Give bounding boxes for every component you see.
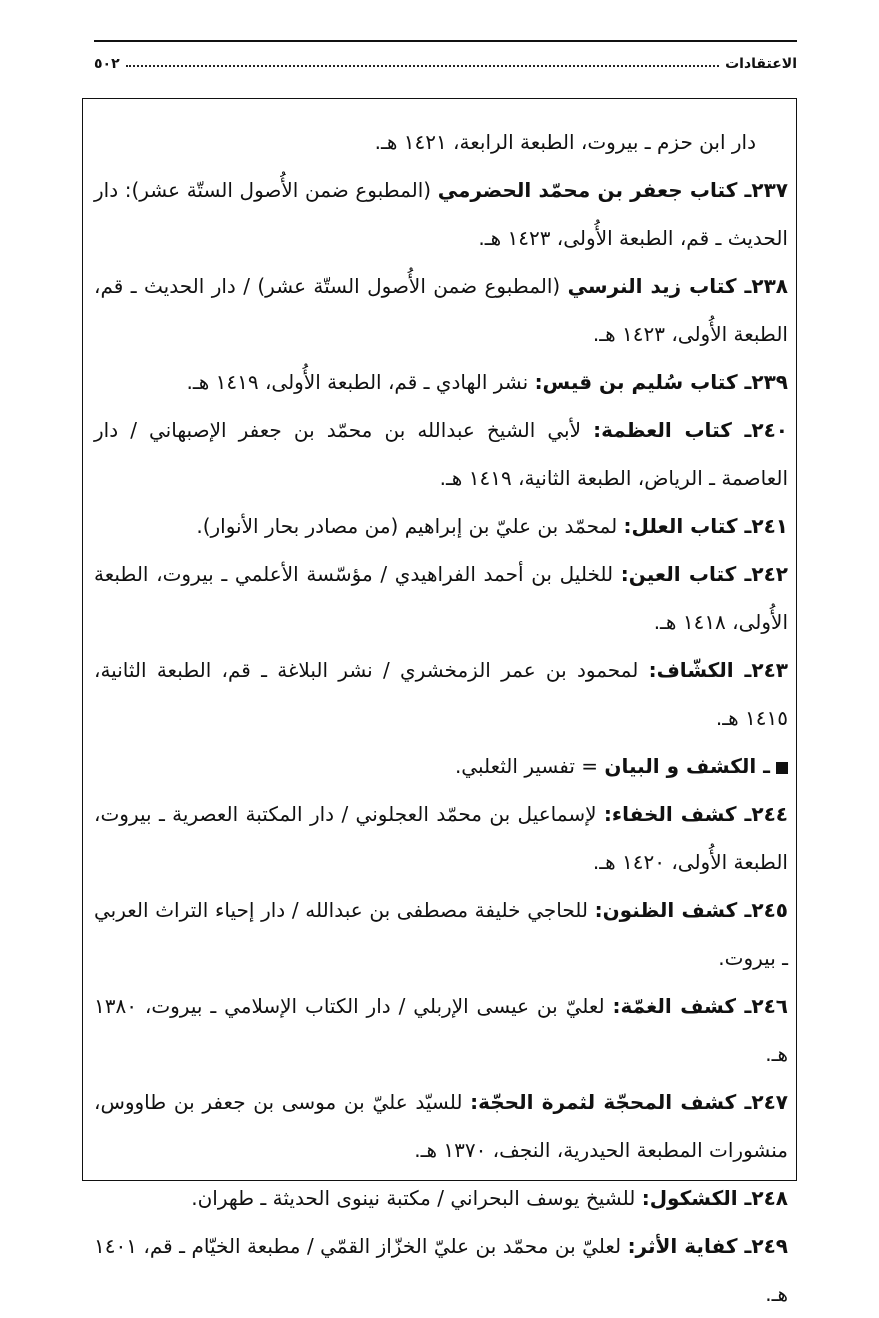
entry-details: دار ابن حزم ـ بيروت، الطبعة الرابعة، ١٤٢١ هـ. <box>374 130 756 154</box>
square-bullet-icon <box>776 762 788 774</box>
entry-number: ٢٤٣ <box>751 658 788 682</box>
entry-title: ـ كتاب سُليم بن قيس: <box>534 370 752 394</box>
entry-title: ـ الكشّاف: <box>648 658 752 682</box>
bibliography-entry <box>94 262 788 358</box>
entry-details: لعليّ بن محمّد بن عليّ الخزّاز القمّي / مطبعة الخيّام ـ قم، ١٤٠١ هـ. <box>94 1234 788 1306</box>
entry-details: لعليّ بن عيسى الإربلي / دار الكتاب الإسلامي ـ بيروت، ١٣٨٠ هـ. <box>94 994 788 1066</box>
bibliography-entry <box>94 886 788 982</box>
bibliography-entry <box>94 502 788 550</box>
entry-title: ـ كتاب زيد النرسي <box>567 274 752 298</box>
entry-title: ـ كشف الغمّة: <box>612 994 752 1018</box>
header-rule <box>94 40 797 42</box>
entry-details: لمحمّد بن عليّ بن إبراهيم (من مصادر بحار الأنوار). <box>196 514 624 538</box>
entry-details: لإسماعيل بن محمّد العجلوني / دار المكتبة العصرية ـ بيروت، الطبعة الأُولى، ١٤٢٠ هـ. <box>94 802 788 874</box>
entry-details: للشيخ يوسف البحراني / مكتبة نينوى الحديثة ـ طهران. <box>191 1186 642 1210</box>
entry-number: ٢٤٠ <box>751 418 789 442</box>
bibliography-entry <box>94 358 788 406</box>
entry-details: للخليل بن أحمد الفراهيدي / مؤسّسة الأعلمي ـ بيروت، الطبعة الأُولى، ١٤١٨ هـ. <box>94 562 788 634</box>
entry-number: ٢٣٩ <box>751 370 788 394</box>
entry-title: ـ كتاب جعفر بن محمّد الحضرمي <box>437 178 752 202</box>
bibliography-list <box>94 118 788 1318</box>
entry-number: ٢٤٧ <box>751 1090 788 1114</box>
entry-details: (المطبوع ضمن الأُصول الستّة عشر) / دار الحديث ـ قم، الطبعة الأُولى، ١٤٢٣ هـ. <box>94 274 788 346</box>
entry-title: ـ الكشف و البيان <box>604 754 770 778</box>
bibliography-entry <box>94 790 788 886</box>
entry-details: = تفسير الثعلبي. <box>454 754 605 778</box>
bibliography-entry <box>94 742 788 790</box>
bibliography-entry <box>94 1174 788 1222</box>
bibliography-entry <box>94 1222 788 1318</box>
entry-number: ٢٤٨ <box>751 1186 788 1210</box>
entry-details: لأبي الشيخ عبدالله بن محمّد بن جعفر الإصبهاني / دار العاصمة ـ الرياض، الطبعة الثانية، ١٤١٩ هـ. <box>94 418 788 490</box>
entry-title: ـ كشف الظنون: <box>594 898 752 922</box>
bibliography-entry <box>94 166 788 262</box>
entry-number: ٢٤٥ <box>751 898 788 922</box>
entry-number: ٢٤٢ <box>751 562 788 586</box>
entry-number: ٢٣٨ <box>751 274 788 298</box>
entry-details: للسيّد عليّ بن موسى بن جعفر بن طاووس، منشورات المطبعة الحيدرية، النجف، ١٣٧٠ هـ. <box>94 1090 788 1162</box>
running-title: الاعتقادات <box>725 56 797 72</box>
entry-details: (المطبوع ضمن الأُصول الستّة عشر): دار الحديث ـ قم، الطبعة الأُولى، ١٤٢٣ هـ. <box>94 178 788 250</box>
entry-title: ـ كتاب العظمة: <box>593 418 752 442</box>
header-dot-leader <box>126 65 719 67</box>
bibliography-entry <box>94 1078 788 1174</box>
entry-title: ـ كشف الخفاء: <box>603 802 752 826</box>
page-header <box>94 40 797 85</box>
bibliography-entry <box>94 646 788 742</box>
entry-number: ٢٤١ <box>751 514 788 538</box>
entry-details: نشر الهادي ـ قم، الطبعة الأُولى، ١٤١٩ هـ. <box>186 370 535 394</box>
entry-details: لمحمود بن عمر الزمخشري / نشر البلاغة ـ قم، الطبعة الثانية، ١٤١٥ هـ. <box>94 658 788 730</box>
entry-title: ـ كشف المحجّة لثمرة الحجّة: <box>470 1090 752 1114</box>
entry-details: للحاجي خليفة مصطفى بن عبدالله / دار إحياء التراث العربي ـ بيروت. <box>94 898 788 970</box>
entry-number: ٢٤٦ <box>751 994 788 1018</box>
header-row <box>94 52 797 76</box>
entry-title: ـ الكشكول: <box>641 1186 752 1210</box>
entry-number: ٢٤٤ <box>751 802 789 826</box>
entry-title: ـ كتاب العلل: <box>623 514 752 538</box>
bibliography-entry <box>94 550 788 646</box>
entry-title: ـ كفاية الأثر: <box>627 1234 752 1258</box>
entry-title: ـ كتاب العين: <box>620 562 752 586</box>
bibliography-entry <box>94 982 788 1078</box>
bibliography-entry <box>94 406 788 502</box>
entry-number: ٢٤٩ <box>751 1234 788 1258</box>
page-number: ٥٠٢ <box>94 56 120 72</box>
entry-number: ٢٣٧ <box>751 178 789 202</box>
bibliography-entry <box>94 118 788 166</box>
